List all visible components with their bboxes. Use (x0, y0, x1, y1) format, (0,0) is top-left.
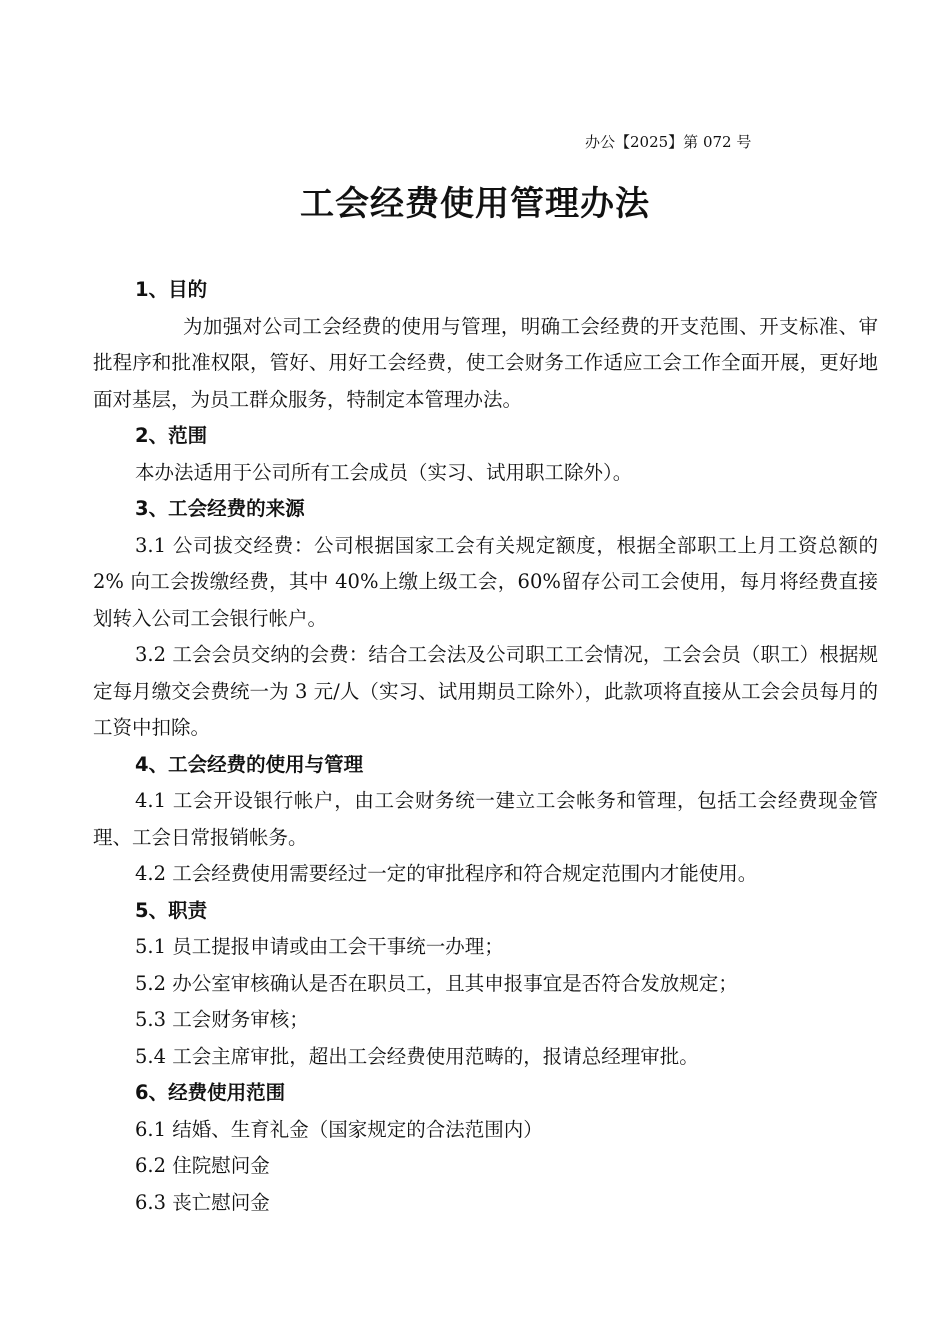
list-item-6-3: 6.3 丧亡慰问金 (135, 1190, 270, 1214)
paragraph-4-2: 4.2 工会经费使用需要经过一定的审批程序和符合规定范围内才能使用。 (135, 862, 758, 885)
section-heading-funding-source: 3、工会经费的来源 (135, 497, 305, 520)
section-heading-purpose: 1、目的 (135, 278, 208, 301)
list-item-6-2: 6.2 住院慰问金 (135, 1154, 270, 1177)
paragraph-scope: 本办法适用于公司所有工会成员（实习、试用职工除外）。 (135, 460, 633, 484)
section-heading-responsibilities: 5、职责 (135, 898, 208, 922)
paragraph-3-1: 3.1 公司拔交经费：公司根据国家工会有关规定额度，根据全部职工上月工资总额的 2% 向工会拨缴经费，其中 40%上缴上级工会，60%留存公司工会使用，每月将经费直接划转入公司工会银行帐户。 (93, 533, 878, 630)
paragraph-purpose: 为加强对公司工会经费的使用与管理，明确工会经费的开支范围、开支标准、审批程序和批准权限，管好、用好工会经费，使工会财务工作适应工会工作全面开展，更好地面对基层，为员工群众服务，特制定本管理办法。 (93, 314, 878, 411)
section-heading-scope: 2、范围 (135, 424, 208, 447)
section-heading-usage-management: 4、工会经费的使用与管理 (135, 752, 364, 776)
list-item-6-1: 6.1 结婚、生育礼金（国家规定的合法范围内） (135, 1117, 543, 1141)
paragraph-4-1: 4.1 工会开设银行帐户，由工会财务统一建立工会帐务和管理，包括工会经费现金管理、工会日常报销帐务。 (93, 789, 878, 849)
list-item-5-1: 5.1 员工提报申请或由工会干事统一办理； (135, 935, 504, 958)
section-heading-usage-scope: 6、经费使用范围 (135, 1081, 286, 1104)
document-number: 办公【2025】第 072 号 (585, 133, 752, 151)
document-body (93, 272, 878, 1221)
list-item-5-2: 5.2 办公室审核确认是否在职员工，且其申报事宜是否符合发放规定； (135, 971, 738, 995)
document-title: 工会经费使用管理办法 (300, 184, 650, 224)
list-item-5-3: 5.3 工会财务审核； (135, 1008, 309, 1031)
list-item-5-4: 5.4 工会主席审批，超出工会经费使用范畴的，报请总经理审批。 (135, 1044, 699, 1068)
paragraph-3-2: 3.2 工会会员交纳的会费：结合工会法及公司职工工会情况，工会会员（职工）根据规定每月缴交会费统一为 3 元/人（实习、试用期员工除外），此款项将直接从工会会员每月的工资中扣除。 (93, 643, 878, 739)
